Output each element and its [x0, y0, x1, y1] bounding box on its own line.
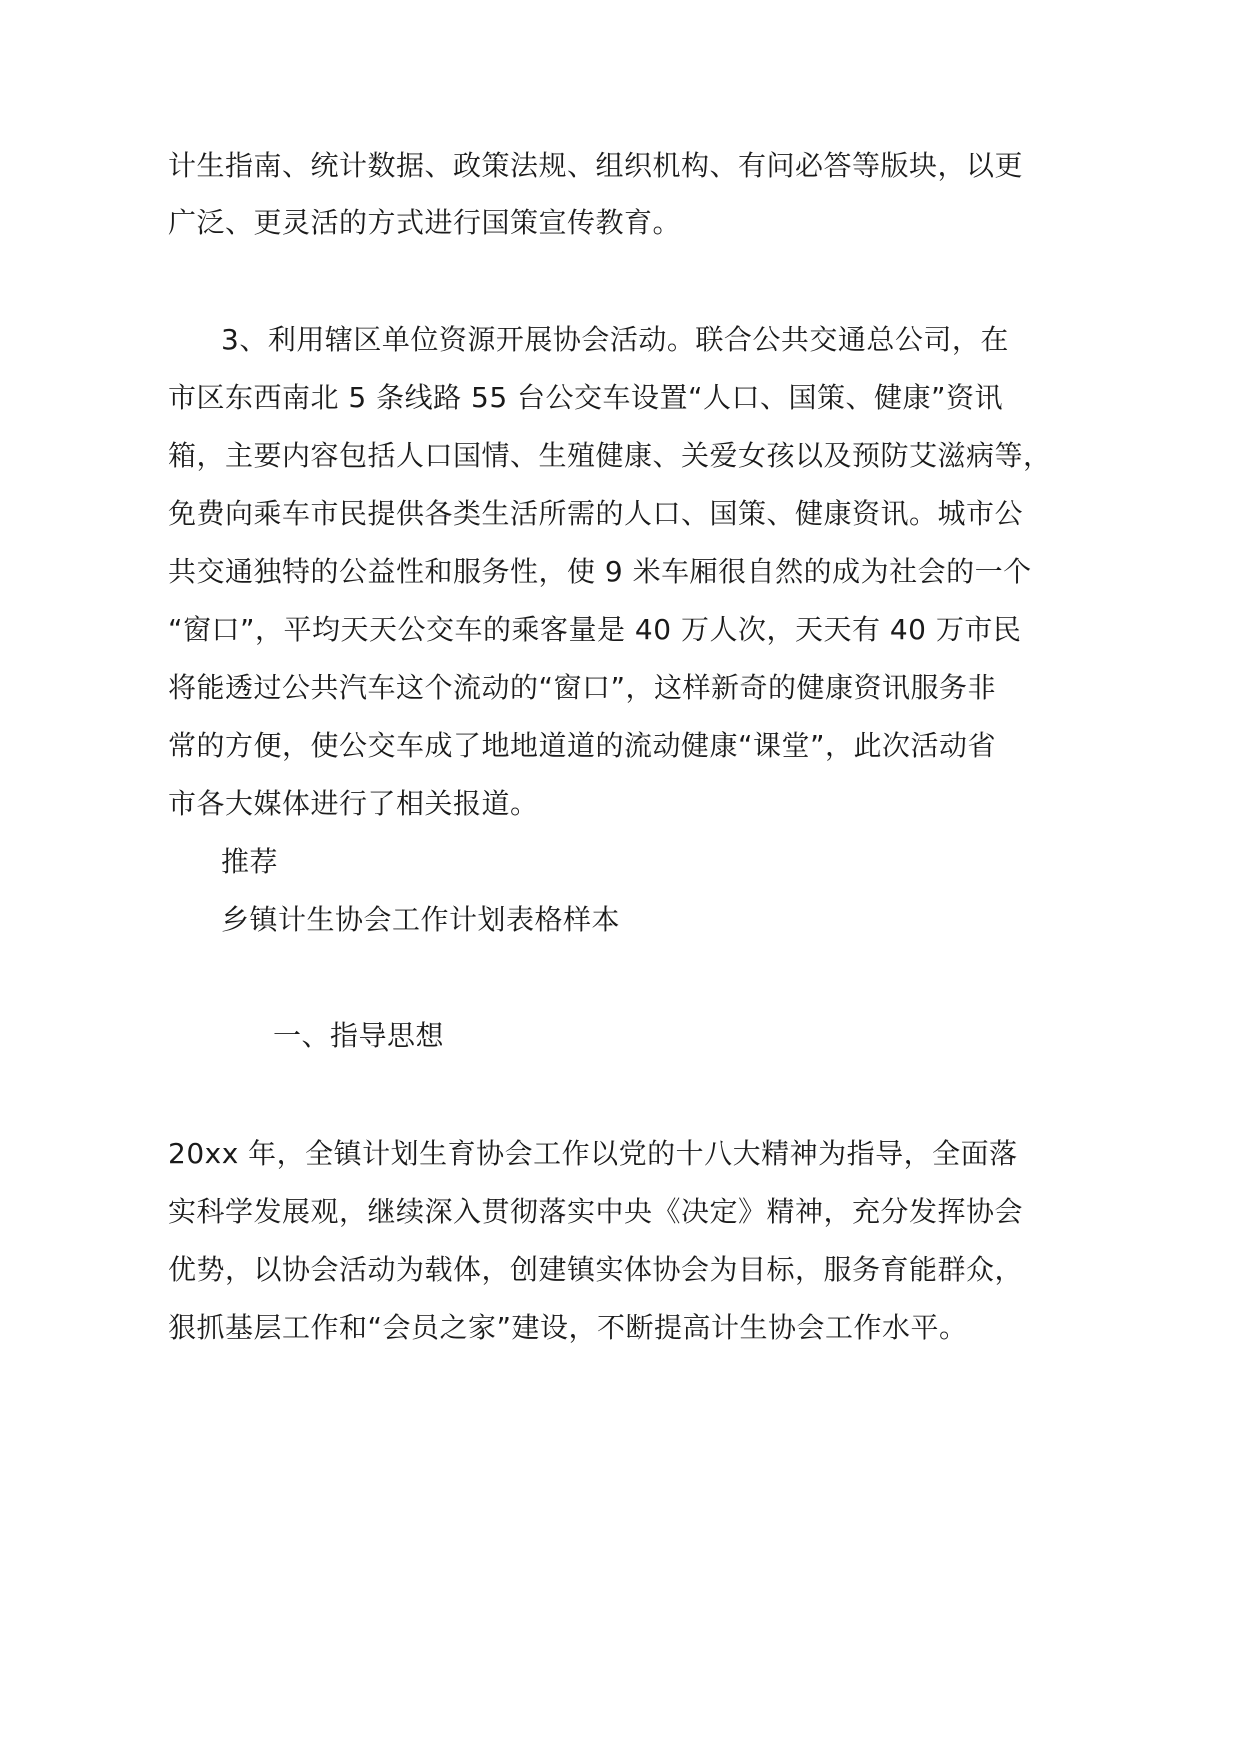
section-heading: 一、指导思想	[273, 1019, 445, 1052]
paragraph-3-line-4: 狠抓基层工作和“会员之家”建设，不断提高计生协会工作水平。	[168, 1311, 968, 1344]
paragraph-2-line-3: 箱，主要内容包括人口国情、生殖健康、关爱女孩以及预防艾滋病等，	[168, 439, 1052, 472]
paragraph-3-line-3: 优势，以协会活动为载体，创建镇实体协会为目标，服务育能群众，	[168, 1253, 1024, 1286]
paragraph-2-line-4: 免费向乘车市民提供各类生活所需的人口、国策、健康资讯。城市公	[168, 497, 1024, 530]
paragraph-3-line-2: 实科学发展观，继续深入贯彻落实中央《决定》精神，充分发挥协会	[168, 1195, 1024, 1228]
paragraph-2-line-8: 常的方便，使公交车成了地地道道的流动健康“课堂”，此次活动省	[168, 729, 997, 762]
paragraph-2-line-6: “窗口”，平均天天公交车的乘客量是 40 万人次，天天有 40 万市民	[168, 613, 1022, 646]
paragraph-2-line-5: 共交通独特的公益性和服务性，使 9 米车厢很自然的成为社会的一个	[168, 555, 1032, 588]
paragraph-2-line-7: 将能透过公共汽车这个流动的“窗口”，这样新奇的健康资讯服务非	[168, 671, 997, 704]
paragraph-2-line-2: 市区东西南北 5 条线路 55 台公交车设置“人口、国策、健康”资讯	[168, 381, 1004, 414]
paragraph-2-line-9: 市各大媒体进行了相关报道。	[168, 787, 539, 820]
paragraph-3-line-1: 20xx 年，全镇计划生育协会工作以党的十八大精神为指导，全面落	[168, 1137, 1018, 1170]
recommend-title: 乡镇计生协会工作计划表格样本	[221, 903, 621, 936]
paragraph-1-line-2: 广泛、更灵活的方式进行国策宣传教育。	[168, 206, 682, 239]
recommend-label: 推荐	[221, 845, 279, 878]
paragraph-1-line-1: 计生指南、统计数据、政策法规、组织机构、有问必答等版块，以更	[168, 149, 1024, 182]
paragraph-2-line-1: 3、利用辖区单位资源开展协会活动。联合公共交通总公司，在	[221, 323, 1009, 356]
